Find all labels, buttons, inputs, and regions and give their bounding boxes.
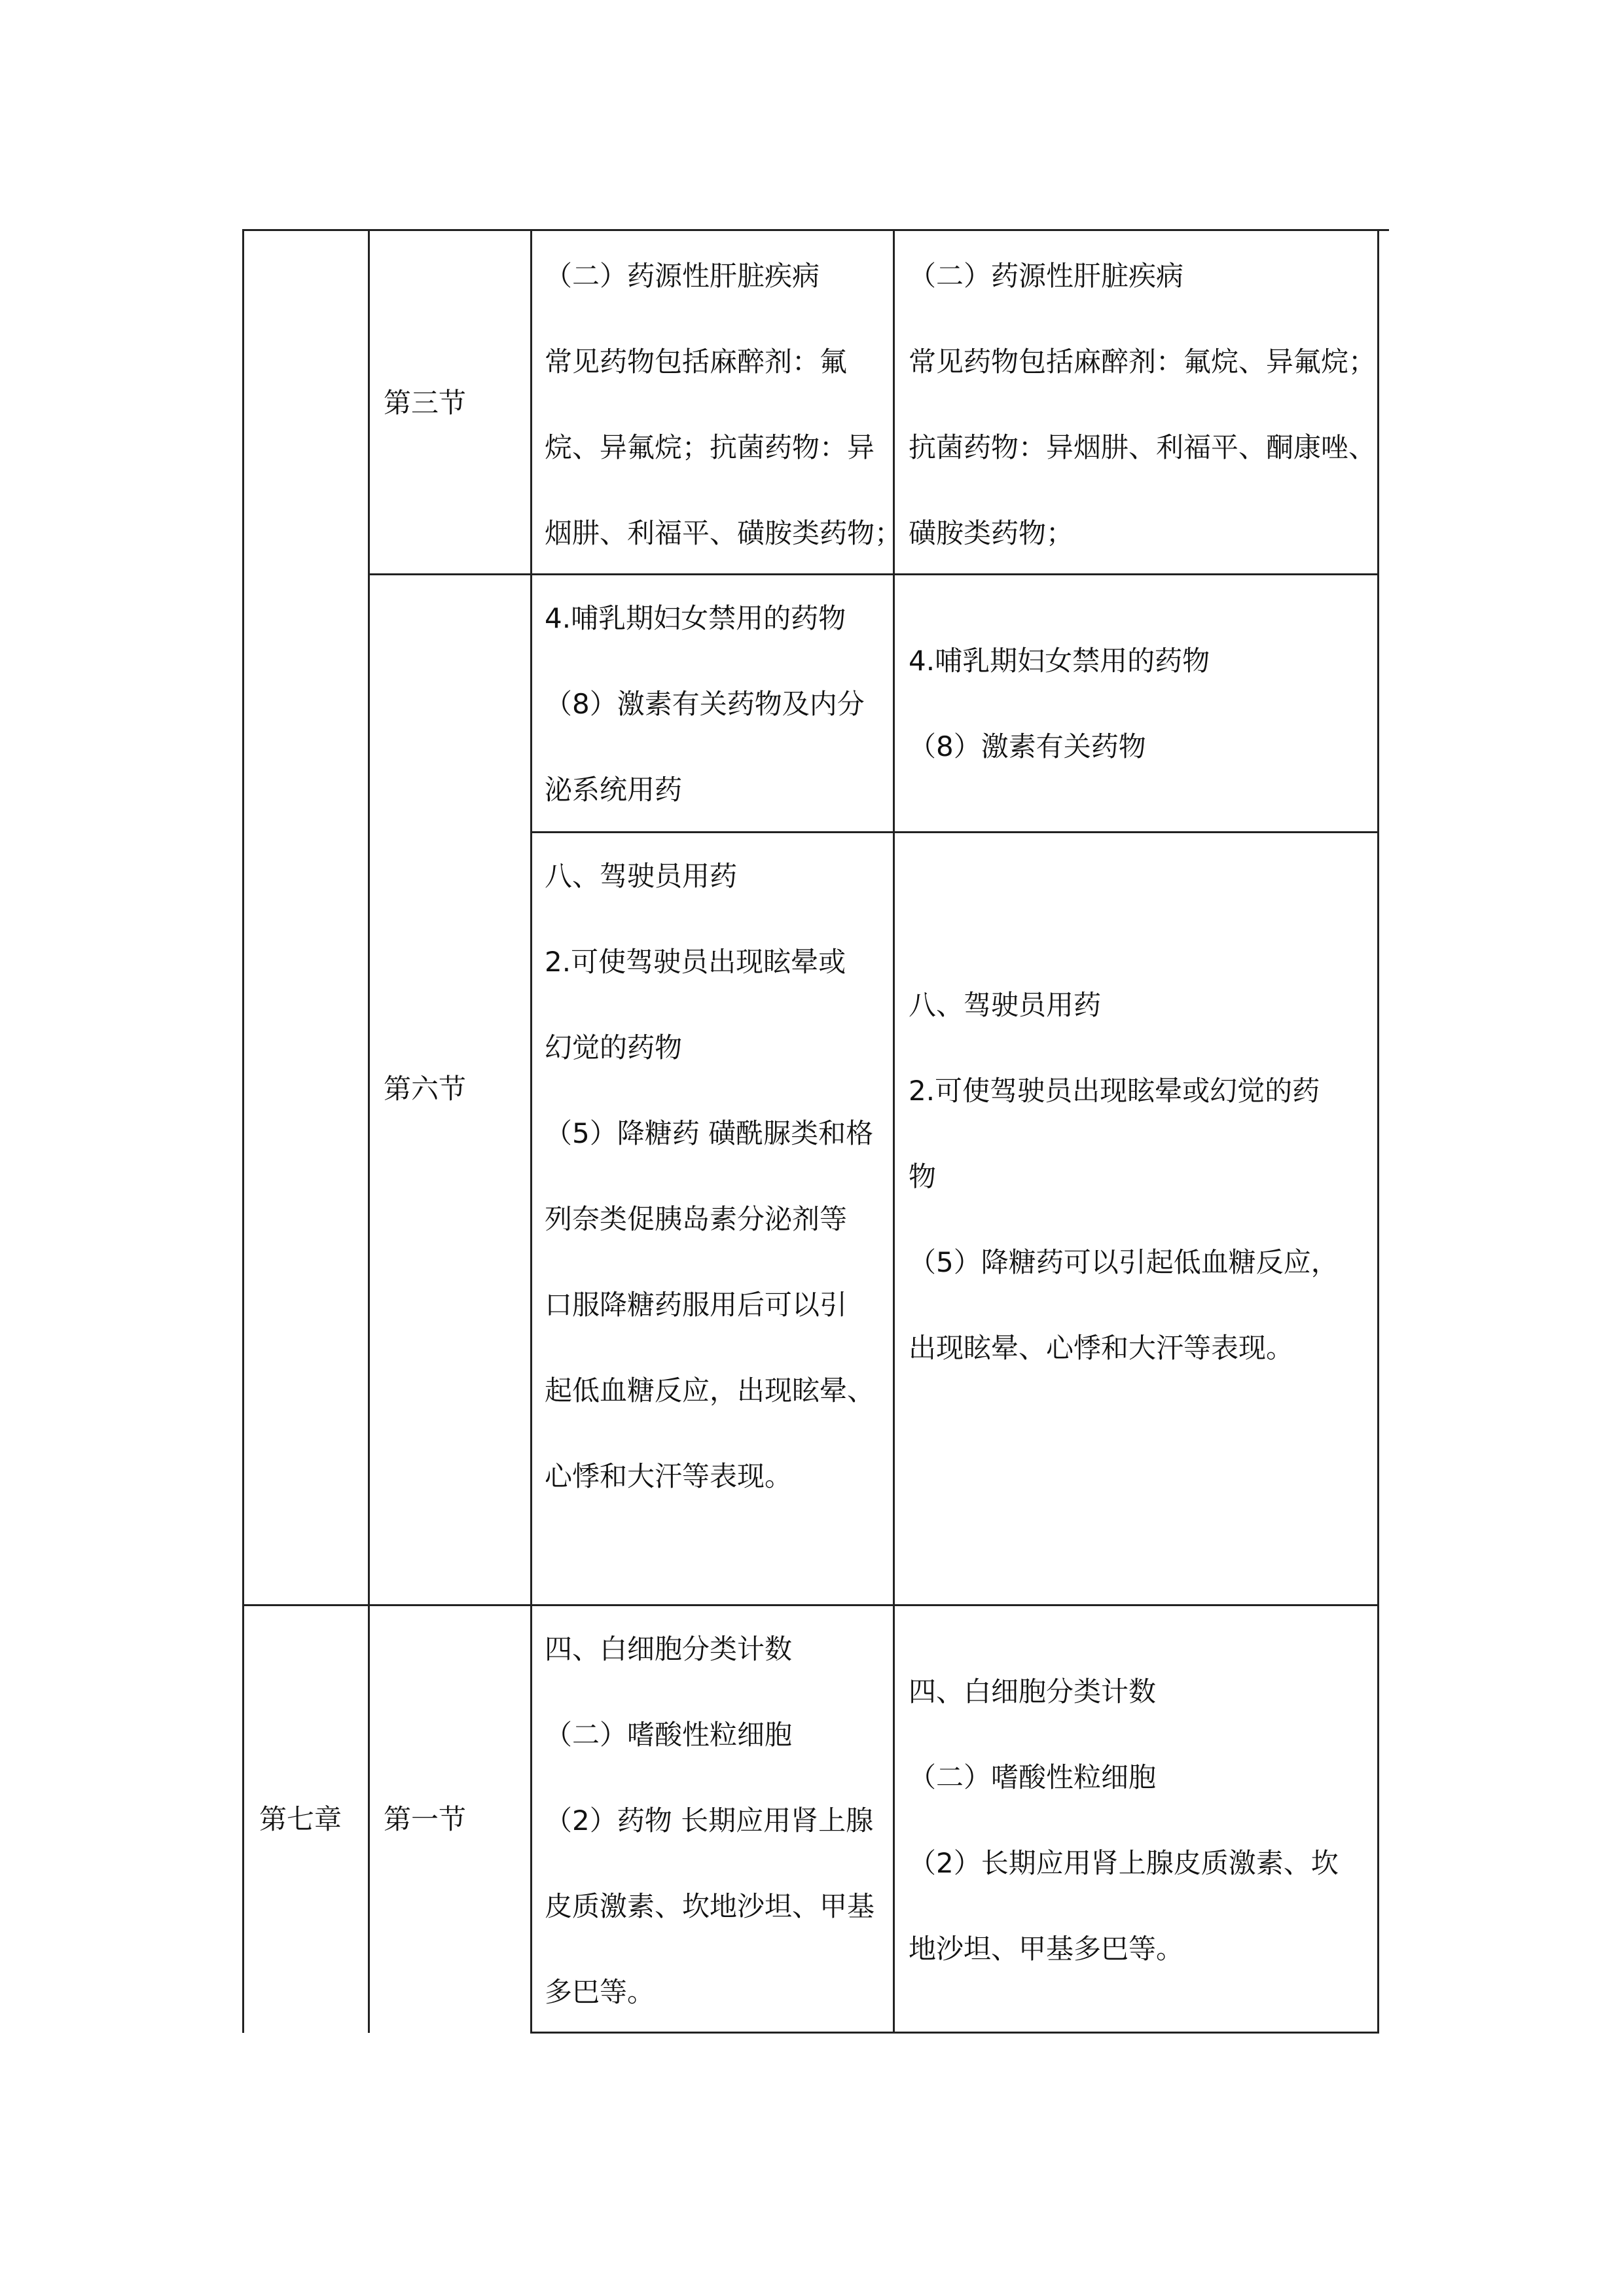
original-text-cell [545,1606,875,2035]
original-text-cell [545,233,902,576]
column-divider [530,229,532,2033]
cell-line: （二）嗜酸性粒细胞 [909,1761,1157,1793]
cell-line: 地沙坦、甲基多巴等。 [909,1933,1184,1965]
section-label: 第三节 [384,387,467,419]
cell-line: 4.哺乳期妇女禁用的药物 [909,645,1210,677]
cell-line: 物 [909,1160,937,1193]
table-right-border [1377,229,1379,2033]
cell-line: 八、驾驶员用药 [545,860,738,892]
chapter-label: 第七章 [259,1803,342,1835]
cell-line: 八、驾驶员用药 [909,989,1102,1021]
original-text-cell [545,833,875,1519]
cell-line: 2.可使驾驶员出现眩晕或 [545,946,846,978]
cell-line: 烷、异氟烷；抗菌药物：异 [545,431,875,463]
original-text-cell [545,575,865,833]
table-top-border [242,229,1389,231]
cell-line: （二）嗜酸性粒细胞 [545,1719,793,1751]
cell-line: （8）激素有关药物 [909,730,1146,762]
cell-line: 皮质激素、坎地沙坦、甲基 [545,1890,875,1922]
cell-line: 列奈类促胰岛素分泌剂等 [545,1203,848,1235]
cell-line: （8）激素有关药物及内分 [545,688,865,720]
cell-line: （二）药源性肝脏疾病 [909,260,1184,292]
cell-line: （2）药物 长期应用肾上腺 [545,1804,874,1837]
cell-line: 口服降糖药服用后可以引 [545,1289,848,1321]
revised-text-cell [909,233,1376,576]
cell-line: 起低血糖反应，出现眩晕、 [545,1374,875,1407]
revised-text-cell [909,1649,1339,1992]
cell-line: 常见药物包括麻醉剂：氟 [545,346,848,378]
cell-line: 四、白细胞分类计数 [545,1633,793,1665]
revised-text-cell [909,618,1210,789]
cell-line: 幻觉的药物 [545,1031,683,1064]
cell-line: 泌系统用药 [545,774,683,806]
cell-line: （5）降糖药 磺酰脲类和格 [545,1117,874,1149]
cell-line: 常见药物包括麻醉剂：氟烷、异氟烷； [909,346,1377,378]
section-label: 第一节 [384,1803,467,1835]
cell-line: （二）药源性肝脏疾病 [545,260,820,292]
cell-line: 磺胺类药物； [909,517,1074,549]
cell-line: 2.可使驾驶员出现眩晕或幻觉的药 [909,1075,1320,1107]
cell-line: （5）降糖药可以引起低血糖反应， [909,1246,1339,1278]
cell-line: 心悸和大汗等表现。 [545,1460,793,1492]
cell-line: 四、白细胞分类计数 [909,1676,1157,1708]
cell-line: 多巴等。 [545,1976,655,2008]
section-label: 第六节 [384,1073,467,1105]
cell-line: （2）长期应用肾上腺皮质激素、坎 [909,1847,1339,1879]
revised-text-cell [909,962,1339,1391]
cell-line: 抗菌药物：异烟肼、利福平、酮康唑、 [909,431,1377,463]
cell-line: 出现眩晕、心悸和大汗等表现。 [909,1332,1294,1364]
table-left-border [242,229,244,2033]
column-divider [368,229,370,2033]
cell-line: 烟肼、利福平、磺胺类药物； [545,517,903,549]
cell-line: 4.哺乳期妇女禁用的药物 [545,602,846,634]
